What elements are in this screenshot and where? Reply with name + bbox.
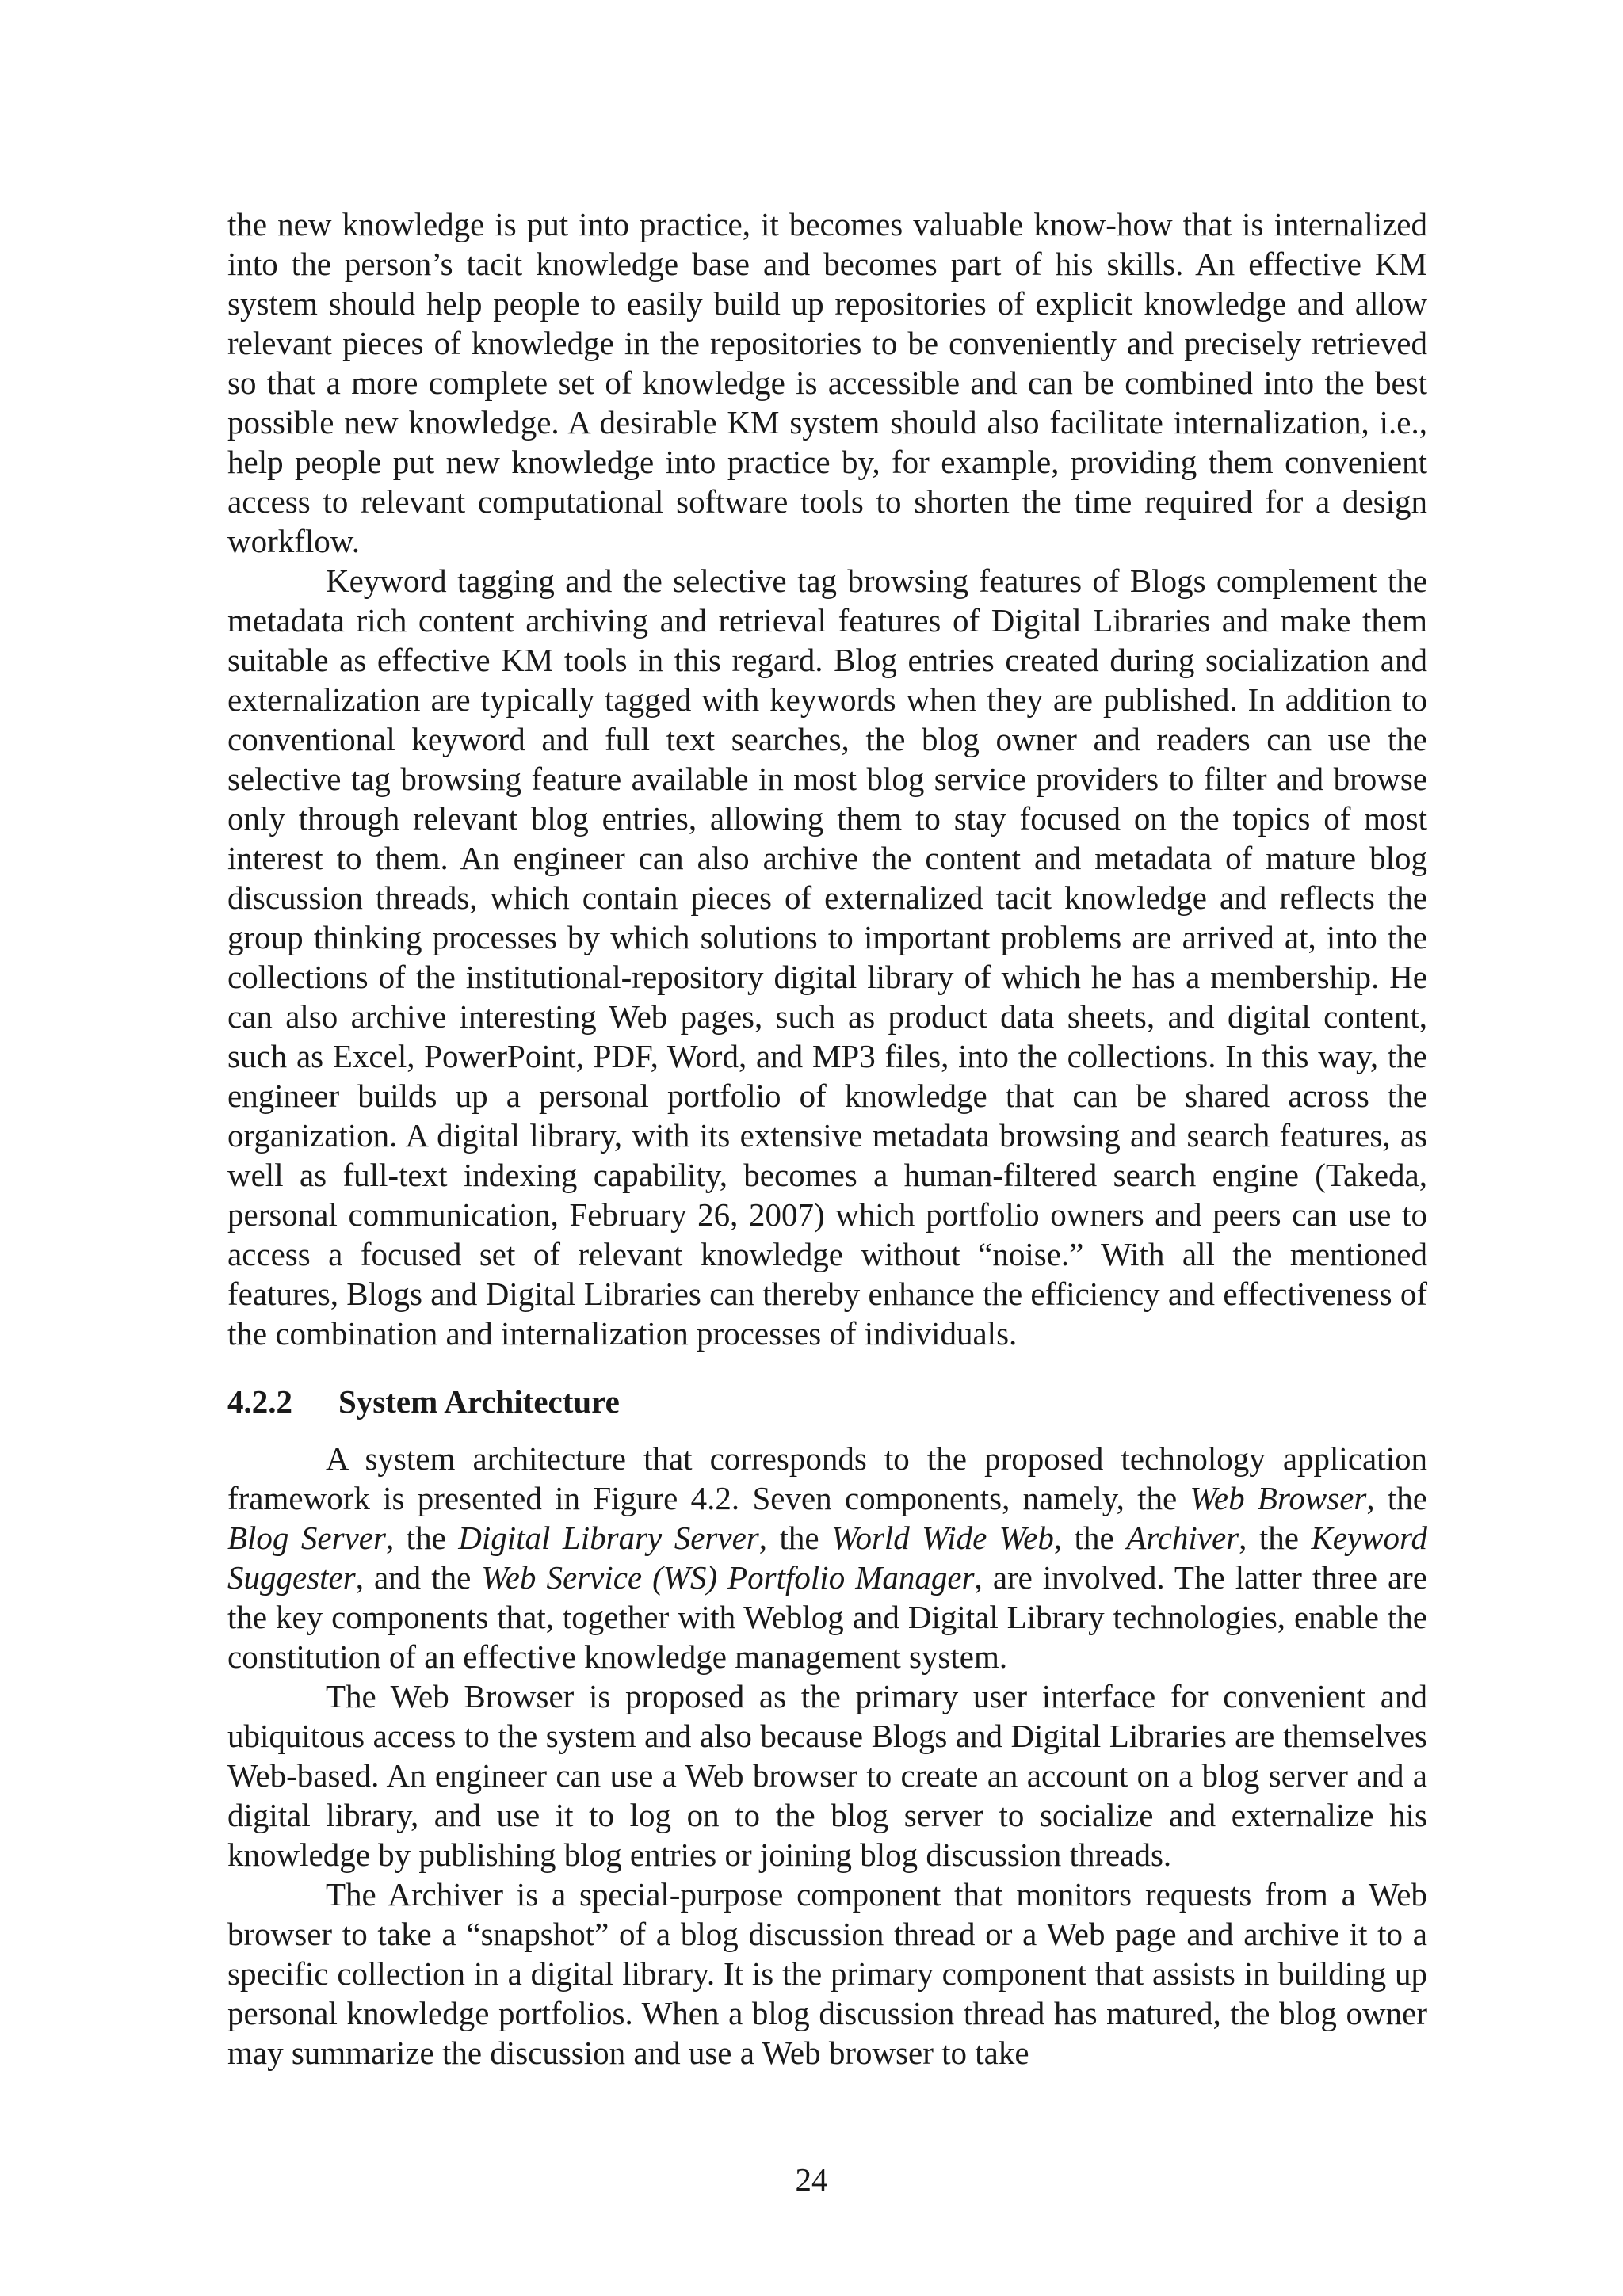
p3-text-1: A system architecture that corresponds to the proposed technology application framework is presented in Figure 4.2. Seven components, namely, the xyxy=(227,1440,1427,1516)
term-keyword-suggester: Keyword Suggester xyxy=(227,1520,1427,1596)
page-number: 24 xyxy=(795,2161,828,2198)
term-blog-server: Blog Server xyxy=(227,1520,386,1556)
section-title: System Architecture xyxy=(338,1383,620,1420)
p3-text-3: , the xyxy=(385,1520,459,1556)
paragraph-2: Keyword tagging and the selective tag browsing features of Blogs complement the metadata rich content archiving and retrieval features of Digital Libraries and make them suitable as effective KM tools in this regard. Blog entries created during socialization and externalization are typically tagged with keywords when they are published. In addition to conventional keyword and full text searches, the blog owner and readers can use the selective tag browsing feature available in most blog service providers to filter and browse only through relevant blog entries, allowing them to stay focused on the topics of most interest to them. An engineer can also archive the content and metadata of mature blog discussion threads, which contain pieces of externalized tacit knowledge and reflects the group thinking processes by which solutions to important problems are arrived at, into the collections of the institutional-repository digital library of which he has a membership. He can also archive interesting Web pages, such as product data sheets, and digital content, such as Excel, PowerPoint, PDF, Word, and MP3 files, into the collections. In this way, the engineer builds up a personal portfolio of knowledge that can be shared across the organization. A digital library, with its extensive metadata browsing and search features, as well as full-text indexing capability, becomes a human-filtered search engine (Takeda, personal communication, February 26, 2007) which portfolio owners and peers can use to access a focused set of relevant knowledge without “noise.” With all the mentioned features, Blogs and Digital Libraries can thereby enhance the efficiency and effectiveness of the combination and internalization processes of individuals. xyxy=(227,563,1427,1352)
p3-text-2: , the xyxy=(1366,1480,1427,1516)
term-ws-portfolio-manager: Web Service (WS) Portfolio Manager xyxy=(481,1559,975,1596)
term-world-wide-web: World Wide Web xyxy=(831,1520,1054,1556)
p3-text-4: , the xyxy=(758,1520,832,1556)
page-content xyxy=(227,204,1427,2073)
paragraph-3 xyxy=(227,1439,1427,1676)
paragraph-1: the new knowledge is put into practice, it becomes valuable know-how that is internalized into the person’s tacit knowledge base and becomes part of his skills. An effective KM system should help people to easily build up repositories of explicit knowledge and allow relevant pieces of knowledge in the repositories to be conveniently and precisely retrieved so that a more complete set of knowledge is accessible and can be combined into the best possible new knowledge. A desirable KM system should also facilitate internalization, i.e., help people put new knowledge into practice by, for example, providing them convenient access to relevant computational software tools to shorten the time required for a design workflow. xyxy=(227,206,1427,559)
term-web-browser: Web Browser xyxy=(1190,1480,1367,1516)
term-archiver: Archiver xyxy=(1126,1520,1239,1556)
p3-text-7: , and the xyxy=(355,1559,482,1596)
p3-text-5: , the xyxy=(1053,1520,1127,1556)
p3-text-8: , are involved. The latter three are the key components that, together with Weblog and Digital Library technologies, enable the constitution of an effective knowledge management system. xyxy=(227,1559,1427,1675)
term-digital-library-server: Digital Library Server xyxy=(458,1520,759,1556)
p3-text-6: , the xyxy=(1239,1520,1312,1556)
paragraph-5: The Archiver is a special-purpose component that monitors requests from a Web browser to take a “snapshot” of a blog discussion thread or a Web page and archive it to a specific collection in a digital library. It is the primary component that assists in building up personal knowledge portfolios. When a blog discussion thread has matured, the blog owner may summarize the discussion and use a Web browser to take xyxy=(227,1876,1427,2071)
section-heading xyxy=(227,1382,1427,1421)
paragraph-4: The Web Browser is proposed as the primary user interface for convenient and ubiquitous access to the system and also because Blogs and Digital Libraries are themselves Web-based. An engineer can use a Web browser to create an account on a blog server and a digital library, and use it to log on to the blog server to socialize and externalize his knowledge by publishing blog entries or joining blog discussion threads. xyxy=(227,1678,1427,1873)
section-number: 4.2.2 xyxy=(227,1383,292,1420)
